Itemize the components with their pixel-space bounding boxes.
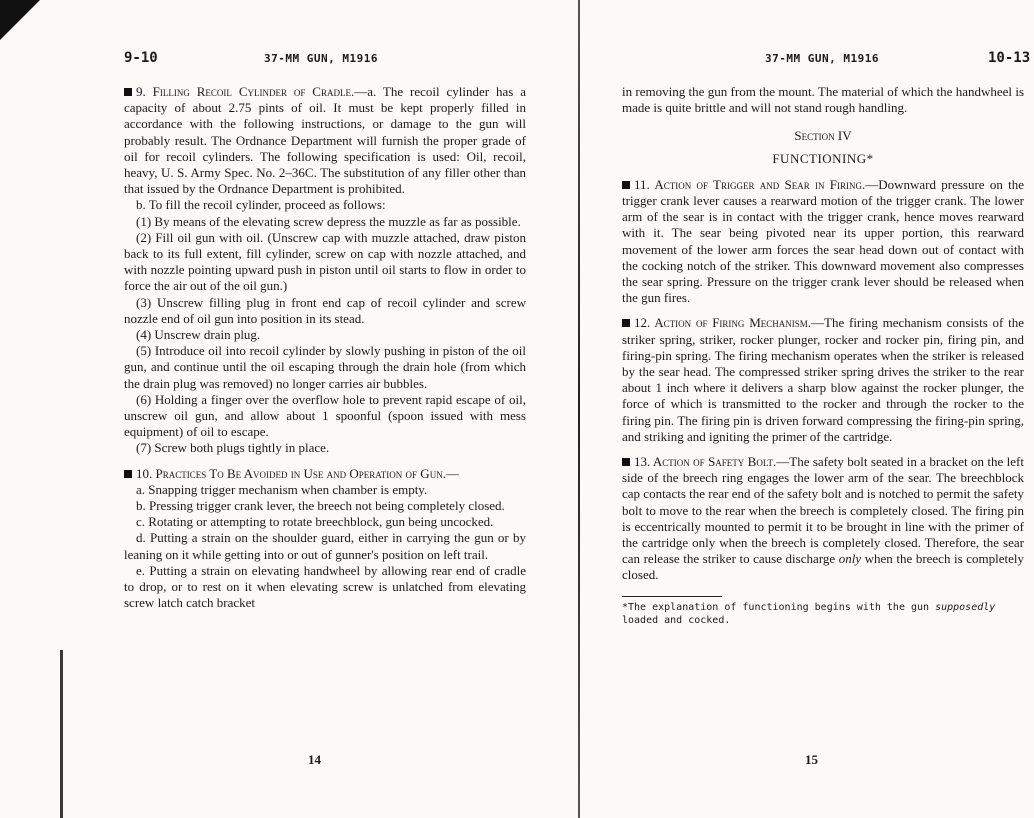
paragraph-marker-icon	[124, 470, 132, 478]
step-4: (4) Unscrew drain plug.	[136, 327, 261, 343]
continuation-text: in removing the gun from the mount. The material of which the handwheel is made is quite brittle and will not stand rough handling.	[622, 84, 1024, 116]
practice-b: b. Pressing trigger crank lever, the breech not being completely closed.	[136, 498, 505, 514]
practice-e: e. Putting a strain on elevating handwheel by allowing rear end of cradle to drop, or to rest on it when elevating screw is unlatched from elevating screw latch catch bracket	[124, 562, 526, 611]
step-2: (2) Fill oil gun with oil. (Unscrew cap with muzzle attached, draw piston back to its full extent, fill cylinder, screw on cap with nozzle attached, and with nozzle pointing upward push in piston until oil starts to flow in order to force the air out of the oil gun.)	[124, 229, 526, 294]
paragraph-12	[622, 315, 1024, 445]
step-7: (7) Screw both plugs tightly in place.	[136, 440, 330, 456]
paragraph-12-heading: 12. Action of Firing Mechanism.	[634, 315, 812, 331]
paragraph-9-heading: 9. Filling Recoil Cylinder of Cradle.	[136, 84, 355, 99]
paragraph-13	[622, 454, 1024, 584]
paragraph-marker-icon	[622, 319, 630, 327]
practice-c: c. Rotating or attempting to rotate breechblock, gun being uncocked.	[136, 514, 494, 530]
paragraph-9b-intro: b. To fill the recoil cylinder, proceed as follows:	[136, 197, 386, 213]
left-page-number: 14	[308, 752, 321, 767]
paragraph-10	[124, 466, 526, 482]
right-page	[580, 0, 1034, 818]
paragraph-9-text: —a. The recoil cylinder has a capacity of about 2.75 pints of oil. It must be kept properly filled in accordance with the following instructions, or damage to the gun will probably result. The Ordnance Department will furnish the proper grade of oil for recoil cylinders. The following specification is used: Oil, recoil, heavy, U. S. Army Spec. No. 2–36C. The substitution of any filler other than that issued by the Ordnance Department is prohibited.	[124, 84, 526, 197]
left-running-head: 37-MM GUN, M1916	[264, 52, 378, 65]
footnote-text-a: *The explanation of functioning begins with the gun	[622, 601, 936, 613]
left-folio: 9-10	[124, 50, 158, 66]
right-folio: 10-13	[988, 50, 1031, 66]
paragraph-11-text: —Downward pressure on the trigger crank lever causes a rearward motion of the trigger crank. The lower arm of the sear is in contact with the trigger crank, hence moves rearward with it. The sear being pivoted near its upper portion, this rearward movement of the lower arm forces the sear head down out of contact with the cocking notch of the striker. This downward movement also compresses the sear spring. Pressure on the trigger crank lever should be released when the gun fires.	[622, 176, 1024, 306]
right-page-number: 15	[805, 752, 818, 767]
step-5: (5) Introduce oil into recoil cylinder by slowly pushing in piston of the oil gun, and continue until the oil escaping through the drain hole (from which the drain plug was removed) no longer carries air bubbles.	[124, 343, 526, 391]
section-title: FUNCTIONING*	[772, 150, 874, 166]
paragraph-9	[124, 84, 526, 197]
paragraph-13-text-b: when the breech is completely closed.	[622, 551, 1025, 583]
paragraph-13-heading: 13. Action of Safety Bolt.	[634, 454, 777, 470]
paragraph-marker-icon	[622, 458, 630, 466]
paragraph-marker-icon	[124, 88, 132, 96]
practice-a: a. Snapping trigger mechanism when chamber is empty.	[136, 481, 428, 497]
footnote	[622, 601, 1024, 627]
paragraph-13-emphasis: only	[838, 551, 862, 567]
right-running-head: 37-MM GUN, M1916	[765, 52, 879, 65]
step-1: (1) By means of the elevating screw depress the muzzle as far as possible.	[136, 213, 521, 229]
right-text-column	[622, 84, 1024, 627]
step-3: (3) Unscrew filling plug in front end cap of recoil cylinder and screw nozzle end of oil gun into position in its stead.	[124, 294, 526, 326]
paragraph-marker-icon	[622, 181, 630, 189]
footnote-emphasis: supposedly	[935, 601, 996, 613]
paragraph-10-heading: 10. Practices To Be Avoided in Use and Operation of Gun.	[136, 465, 446, 481]
footnote-text-b: loaded and cocked.	[622, 614, 731, 626]
left-text-column	[124, 84, 526, 612]
section-heading: Section IV	[794, 128, 852, 144]
paragraph-10-dash: —	[445, 465, 459, 481]
paragraph-13-text-a: —The safety bolt seated in a bracket on the left side of the breech ring engages the lower arm of the sear. The breechblock cap contacts the rear end of the safety bolt and is notched to permit the safety bolt to move to the rear when the breech is completely closed. The firing pin is eccentrically mounted to permit it to be brought in line with the primer of the cartridge only when the breech is completely closed. Therefore, the sear can release the striker to cause discharge	[622, 454, 1024, 567]
practice-d: d. Putting a strain on the shoulder guard, either in carrying the gun or by leaning on it while getting into or out of gunner's position on left trail.	[124, 530, 526, 562]
paragraph-11-heading: 11. Action of Trigger and Sear in Firing.	[634, 176, 866, 192]
paragraph-12-text: —The firing mechanism consists of the striker spring, striker, rocker plunger, rocker and rocker pin, firing pin, and firing-pin spring. The firing mechanism operates when the striker is released by the sear head. The compressed striker spring drives the striker to the rear about 1 inch where it delivers a sharp blow against the rocker plunger, the force of which is transmitted to the rocker and through the rocker to the firing pin. The firing pin is driven forward compressing the firing-pin spring, and striking and igniting the primer of the cartridge.	[622, 315, 1024, 444]
footnote-rule	[622, 596, 722, 597]
paragraph-11	[622, 177, 1024, 307]
step-6: (6) Holding a finger over the overflow hole to prevent rapid escape of oil, unscrew oil gun, and allow about 1 spoonful (spoon issued with mess equipment) of oil to escape.	[124, 391, 526, 440]
